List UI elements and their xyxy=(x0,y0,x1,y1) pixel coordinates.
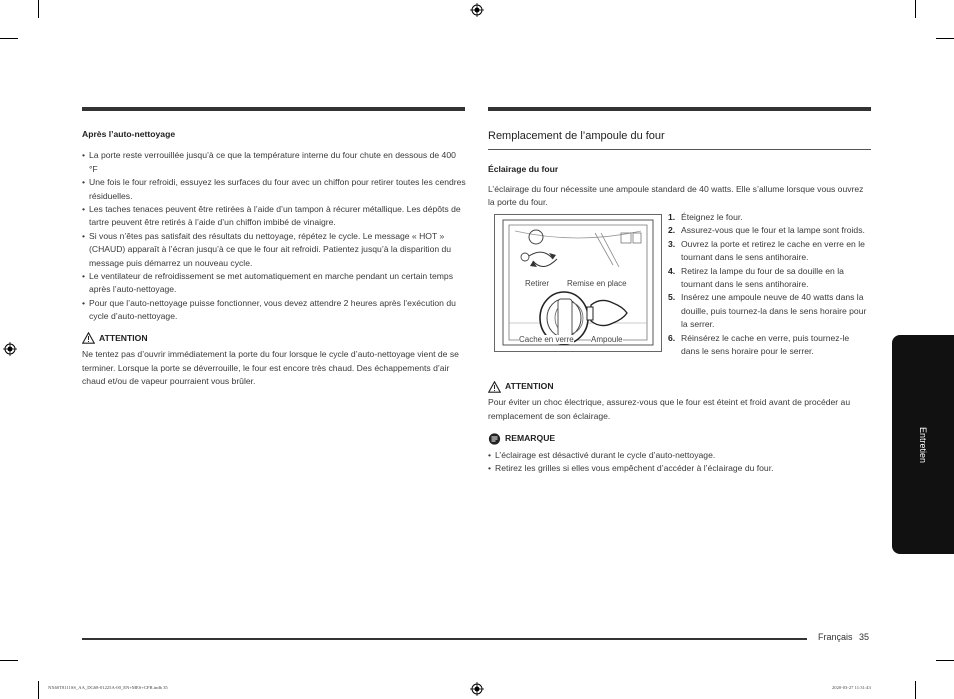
footer-rule xyxy=(82,638,807,640)
step-item xyxy=(668,332,868,359)
attention-heading xyxy=(82,332,466,345)
step-number: 1. xyxy=(668,212,676,222)
section-title: Remplacement de l’ampoule du four xyxy=(488,130,665,142)
print-file-info: NX60T8111SS_AA_DG68-01225A-00_EN+MES+CFR.indb 35 xyxy=(48,685,168,690)
crop-mark xyxy=(38,0,39,18)
step-number: 3. xyxy=(668,238,676,249)
crop-mark xyxy=(936,38,954,39)
list-item: • Le ventilateur de refroidissement se met automatiquement en marche pendant un certain temps après l’auto-nettoyage. xyxy=(82,270,466,297)
step-text: Réinsérez le cache en verre, puis tournez-le dans le sens horaire pour le serrer. xyxy=(681,332,850,357)
list-item: • L’éclairage est désactivé durant le cycle d’auto-nettoyage. xyxy=(488,449,870,462)
warning-icon xyxy=(82,332,95,344)
step-text: Insérez une ampoule neuve de 40 watts dans la douille, puis tournez-la dans le sens horaire pour la serrer. xyxy=(681,292,867,330)
step-item xyxy=(668,238,868,265)
right-lower-section xyxy=(488,380,870,475)
step-item xyxy=(668,291,868,331)
print-date-info: 2020-03-27 11:31:43 xyxy=(832,685,871,690)
replacement-steps xyxy=(668,211,868,358)
step-number: 5. xyxy=(668,292,676,303)
page-number: 35 xyxy=(859,632,870,642)
list-item: • Les taches tenaces peuvent être retirées à l’aide d’un tampon à récurer métallique. Les dépôts de tartre peuvent être retirés à l’aide d’un chiffon imbibé de vinaigre. xyxy=(82,203,466,230)
step-number: 6. xyxy=(668,332,676,343)
attention-label: ATTENTION xyxy=(505,381,554,391)
side-tab-label: Entretien xyxy=(918,426,928,463)
step-item xyxy=(668,211,868,224)
crop-mark xyxy=(0,660,18,661)
label-bulb: Ampoule xyxy=(591,335,623,344)
label-remove: Retirer xyxy=(525,279,550,288)
note-list xyxy=(488,449,870,476)
oven-light-figure xyxy=(494,214,662,352)
registration-mark-icon xyxy=(3,342,17,356)
crop-mark xyxy=(38,681,39,699)
step-text: Assurez-vous que le four et la lampe sont froids. xyxy=(681,225,865,236)
list-item: • Une fois le four refroidi, essuyez les surfaces du four avec un chiffon pour retirer toutes les cendres résiduelles. xyxy=(82,176,466,203)
list-item: • Pour que l’auto-nettoyage puisse fonctionner, vous devez attendre 2 heures après l’exécution du cycle d’auto-nettoyage. xyxy=(82,297,466,324)
note-icon xyxy=(488,433,501,445)
registration-mark-icon xyxy=(470,3,484,17)
attention-text: Pour éviter un choc électrique, assurez-vous que le four est éteint et froid avant de procéder au remplacement de son éclairage. xyxy=(488,397,851,421)
subheading: Éclairage du four xyxy=(488,164,559,174)
label-glass-cover: Cache en verre xyxy=(519,335,574,344)
list-item: • Retirez les grilles si elles vous empêchent d’accéder à l’éclairage du four. xyxy=(488,462,870,475)
warning-icon xyxy=(488,381,501,393)
attention-label: ATTENTION xyxy=(99,332,148,343)
side-tab xyxy=(892,335,954,554)
crop-mark xyxy=(936,660,954,661)
note-label: REMARQUE xyxy=(505,433,556,444)
crop-mark xyxy=(915,681,916,699)
title-underline xyxy=(488,149,871,150)
section-heading: Après l’auto-nettoyage xyxy=(82,129,176,139)
after-cleaning-list xyxy=(82,149,466,323)
step-item xyxy=(668,265,868,292)
list-item: • La porte reste verrouillée jusqu’à ce que la température interne du four chute en dessous de 400 °F xyxy=(82,149,466,176)
list-item: • Si vous n’êtes pas satisfait des résultats du nettoyage, répétez le cycle. Le message « HOT » (CHAUD) apparaît à l’écran jusqu’à ce que le four ait refroidi. Patientez jusqu’à la disparition du message puis démarrez un nouveau cycle. xyxy=(82,230,466,270)
registration-mark-icon xyxy=(470,682,484,696)
left-column xyxy=(82,128,466,388)
intro-text: L’éclairage du four nécessite une ampoule standard de 40 watts. Elle s’allume lorsque vous ouvrez la porte du four. xyxy=(488,184,864,208)
crop-mark xyxy=(915,0,916,18)
step-text: Retirez la lampe du four de sa douille en la tournant dans le sens antihoraire. xyxy=(681,265,844,290)
step-number: 4. xyxy=(668,265,676,276)
footer-language: Français xyxy=(818,632,853,642)
left-column-rule xyxy=(82,107,465,111)
step-number: 2. xyxy=(668,225,676,236)
attention-text: Ne tentez pas d’ouvrir immédiatement la porte du four lorsque le cycle d’auto-nettoyage vient de se terminer. Lorsque la porte se déverrouille, le four est encore très chaud. Des échappements d’air chaud et/ou de vapeur pourraient vous brûler. xyxy=(82,349,459,386)
crop-mark xyxy=(0,38,18,39)
step-text: Ouvrez la porte et retirez le cache en verre en le tournant dans le sens antihoraire. xyxy=(681,238,865,263)
label-replace: Remise en place xyxy=(567,279,627,288)
note-heading xyxy=(488,432,870,445)
right-column-rule xyxy=(488,107,871,111)
step-item xyxy=(668,224,868,237)
attention-heading xyxy=(488,380,870,393)
step-text: Éteignez le four. xyxy=(681,212,743,222)
